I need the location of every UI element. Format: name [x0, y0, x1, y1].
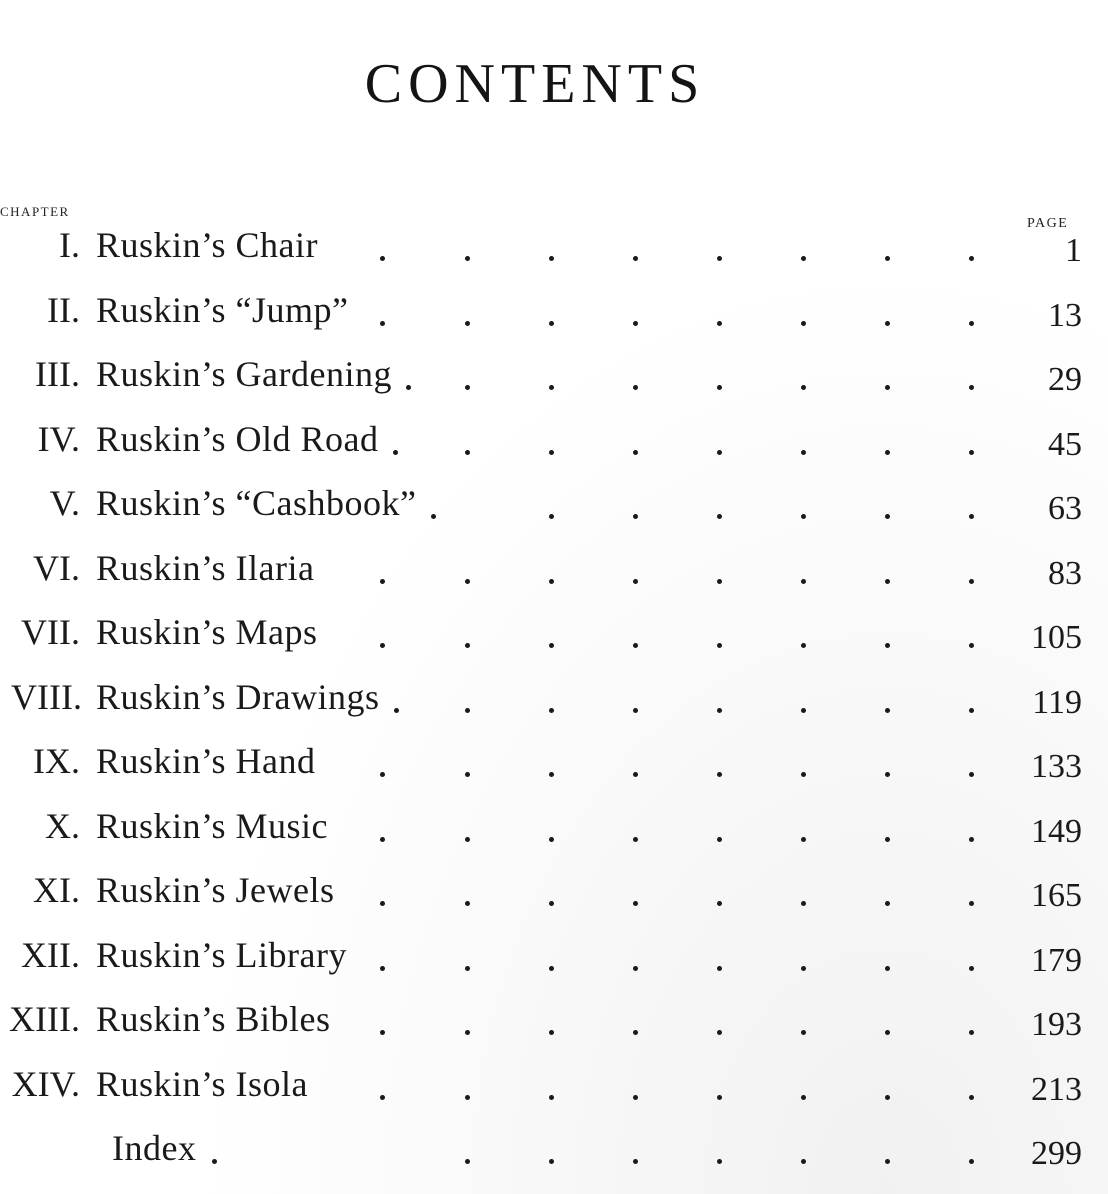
toc-entry	[0, 351, 1108, 416]
toc-entry	[0, 674, 1108, 739]
leader-dot	[549, 901, 554, 906]
leader-dot	[717, 1159, 722, 1164]
page-number: 105	[1031, 619, 1082, 656]
leader-dot	[885, 1095, 890, 1100]
leader-dot	[549, 772, 554, 777]
leader-dot	[717, 837, 722, 842]
leader-dot	[380, 1095, 385, 1100]
leader-dot	[465, 579, 470, 584]
toc-entry	[0, 738, 1108, 803]
leader-dot	[969, 837, 974, 842]
toc-entry	[0, 996, 1108, 1061]
chapter-number: III.	[35, 354, 80, 394]
leader-dot	[465, 450, 470, 455]
leader-dot	[212, 1159, 217, 1164]
dot-leaders	[380, 901, 990, 911]
leader-dot	[885, 579, 890, 584]
toc-entry	[0, 545, 1108, 610]
chapter-number: XI.	[33, 870, 80, 910]
leader-dot	[885, 450, 890, 455]
leader-dot	[717, 385, 722, 390]
chapter-number: IV.	[37, 418, 80, 459]
leader-dot	[549, 1095, 554, 1100]
dot-leaders	[380, 450, 990, 460]
leader-dot	[801, 1159, 806, 1164]
chapter-number: XIV.	[11, 1063, 80, 1104]
leader-dot	[465, 966, 470, 971]
leader-dot	[969, 708, 974, 713]
chapter-title: Ruskin’s Drawings	[96, 676, 380, 717]
chapter-title: Ruskin’s Jewels	[96, 870, 335, 910]
chapter-number: VII.	[21, 612, 80, 652]
dot-leaders	[380, 321, 990, 331]
leader-dot	[394, 708, 399, 713]
leader-dot	[380, 901, 385, 906]
leader-dot	[969, 1095, 974, 1100]
leader-dot	[885, 837, 890, 842]
page-title: CONTENTS	[364, 53, 706, 115]
leader-dot	[717, 966, 722, 971]
leader-dot	[465, 321, 470, 326]
leader-dot	[717, 643, 722, 648]
leader-dot	[801, 579, 806, 584]
leader-dot	[717, 256, 722, 261]
dot-leaders	[380, 514, 990, 524]
leader-dot	[969, 256, 974, 261]
chapter-title: Ruskin’s Bibles	[96, 999, 331, 1039]
leader-dot	[465, 772, 470, 777]
page-number: 45	[1048, 425, 1082, 463]
leader-dot	[885, 901, 890, 906]
leader-dot	[969, 966, 974, 971]
leader-dot	[885, 321, 890, 326]
leader-dot	[633, 837, 638, 842]
leader-dot	[380, 579, 385, 584]
leader-dot	[801, 1095, 806, 1100]
leader-dot	[633, 643, 638, 648]
leader-dot	[969, 1030, 974, 1035]
leader-dot	[465, 385, 470, 390]
leader-dot	[465, 708, 470, 713]
leader-dot	[549, 450, 554, 455]
page-number: 13	[1048, 296, 1082, 334]
chapter-column-label: CHAPTER	[0, 204, 70, 219]
leader-dot	[801, 837, 806, 842]
dot-leaders	[380, 772, 990, 782]
leader-dot	[717, 579, 722, 584]
page-column-label: PAGE	[1027, 216, 1069, 231]
leader-dot	[885, 385, 890, 390]
dot-leaders	[380, 966, 990, 976]
page-number: 193	[1031, 1006, 1082, 1043]
leader-dot	[380, 256, 385, 261]
leader-dot	[801, 450, 806, 455]
leader-dot	[380, 772, 385, 777]
leader-dot	[717, 321, 722, 326]
dot-leaders	[380, 643, 990, 653]
toc-entry	[0, 867, 1108, 932]
chapter-title: Ruskin’s Old Road	[96, 418, 379, 459]
leader-dot	[380, 1030, 385, 1035]
chapter-number: XIII.	[9, 999, 80, 1039]
chapter-number: VIII.	[11, 676, 82, 717]
dot-leaders	[380, 1095, 990, 1105]
leader-dot	[549, 643, 554, 648]
leader-dot	[717, 708, 722, 713]
leader-dot	[633, 1030, 638, 1035]
index-title: Index	[112, 1128, 197, 1168]
page-number: 149	[1031, 812, 1082, 850]
leader-dot	[717, 772, 722, 777]
leader-dot	[633, 1095, 638, 1100]
leader-dot	[801, 966, 806, 971]
chapter-number: X.	[45, 805, 80, 846]
page-number: 165	[1031, 877, 1082, 914]
page-number: 133	[1031, 748, 1082, 785]
page-number: 1	[1065, 232, 1082, 269]
toc-entry	[0, 803, 1108, 868]
dot-leaders	[380, 579, 990, 589]
leader-dot	[549, 708, 554, 713]
leader-dot	[380, 966, 385, 971]
leader-dot	[465, 901, 470, 906]
toc-entry	[0, 1125, 1108, 1190]
leader-dot	[801, 772, 806, 777]
chapter-title: Ruskin’s Music	[96, 805, 329, 846]
leader-dot	[885, 643, 890, 648]
leader-dot	[969, 579, 974, 584]
leader-dot	[633, 385, 638, 390]
leader-dot	[633, 708, 638, 713]
leader-dot	[801, 708, 806, 713]
page-number: 29	[1048, 361, 1082, 398]
leader-dot	[633, 772, 638, 777]
leader-dot	[549, 837, 554, 842]
leader-dot	[885, 1030, 890, 1035]
leader-dot	[549, 514, 554, 519]
leader-dot	[969, 514, 974, 519]
leader-dot	[465, 256, 470, 261]
page-number: 83	[1048, 554, 1082, 592]
leader-dot	[549, 966, 554, 971]
leader-dot	[633, 1159, 638, 1164]
leader-dot	[465, 1030, 470, 1035]
page-number: 213	[1031, 1070, 1082, 1108]
leader-dot	[801, 901, 806, 906]
chapter-number: V.	[49, 483, 80, 523]
toc-entry	[0, 416, 1108, 481]
leader-dot	[969, 901, 974, 906]
chapter-number: II.	[47, 289, 80, 330]
leader-dot	[633, 579, 638, 584]
chapter-number: IX.	[33, 741, 80, 781]
leader-dot	[801, 321, 806, 326]
chapter-number: I.	[59, 225, 80, 265]
chapter-title: Ruskin’s Isola	[96, 1063, 309, 1104]
leader-dot	[406, 385, 411, 390]
leader-dot	[380, 643, 385, 648]
dot-leaders	[380, 256, 990, 266]
leader-dot	[801, 643, 806, 648]
leader-dot	[885, 708, 890, 713]
leader-dot	[801, 1030, 806, 1035]
leader-dot	[549, 385, 554, 390]
leader-dot	[633, 450, 638, 455]
toc-entry	[0, 222, 1108, 287]
leader-dot	[633, 901, 638, 906]
leader-dot	[465, 837, 470, 842]
leader-dot	[431, 514, 436, 519]
chapter-number: XII.	[21, 934, 80, 975]
chapter-title: Ruskin’s Gardening	[96, 354, 392, 394]
leader-dot	[465, 1159, 470, 1164]
leader-dot	[380, 837, 385, 842]
leader-dot	[465, 643, 470, 648]
page-number: 119	[1032, 683, 1082, 721]
leader-dot	[885, 1159, 890, 1164]
leader-dot	[393, 450, 398, 455]
dot-leaders	[380, 837, 990, 847]
chapter-title: Ruskin’s “Cashbook”	[96, 483, 417, 523]
table-of-contents	[0, 222, 1108, 1190]
leader-dot	[633, 321, 638, 326]
leader-dot	[549, 1159, 554, 1164]
toc-entry	[0, 932, 1108, 997]
leader-dot	[549, 256, 554, 261]
leader-dot	[717, 1095, 722, 1100]
dot-leaders	[212, 1159, 990, 1169]
chapter-title: Ruskin’s Chair	[96, 225, 319, 265]
page-number: 299	[1031, 1135, 1082, 1172]
leader-dot	[801, 256, 806, 261]
leader-dot	[717, 901, 722, 906]
leader-dot	[801, 514, 806, 519]
toc-entry	[0, 287, 1108, 352]
dot-leaders	[380, 708, 990, 718]
page-number: 179	[1031, 941, 1082, 979]
leader-dot	[717, 514, 722, 519]
dot-leaders	[380, 385, 990, 395]
leader-dot	[969, 321, 974, 326]
chapter-title: Ruskin’s Library	[96, 934, 347, 975]
leader-dot	[969, 643, 974, 648]
leader-dot	[969, 1159, 974, 1164]
leader-dot	[549, 579, 554, 584]
chapter-title: Ruskin’s “Jump”	[96, 289, 349, 330]
chapter-number: VI.	[33, 547, 80, 588]
leader-dot	[633, 514, 638, 519]
leader-dot	[885, 514, 890, 519]
chapter-title: Ruskin’s Maps	[96, 612, 318, 652]
leader-dot	[717, 450, 722, 455]
toc-entry	[0, 480, 1108, 545]
leader-dot	[969, 385, 974, 390]
leader-dot	[549, 1030, 554, 1035]
chapter-title: Ruskin’s Ilaria	[96, 547, 315, 588]
leader-dot	[717, 1030, 722, 1035]
chapter-title: Ruskin’s Hand	[96, 741, 316, 781]
toc-entry	[0, 609, 1108, 674]
dot-leaders	[380, 1030, 990, 1040]
leader-dot	[633, 256, 638, 261]
leader-dot	[633, 966, 638, 971]
leader-dot	[801, 385, 806, 390]
leader-dot	[380, 321, 385, 326]
page-number: 63	[1048, 490, 1082, 527]
leader-dot	[549, 321, 554, 326]
leader-dot	[885, 256, 890, 261]
leader-dot	[885, 772, 890, 777]
toc-entry	[0, 1061, 1108, 1126]
leader-dot	[885, 966, 890, 971]
leader-dot	[969, 450, 974, 455]
leader-dot	[465, 1095, 470, 1100]
leader-dot	[969, 772, 974, 777]
